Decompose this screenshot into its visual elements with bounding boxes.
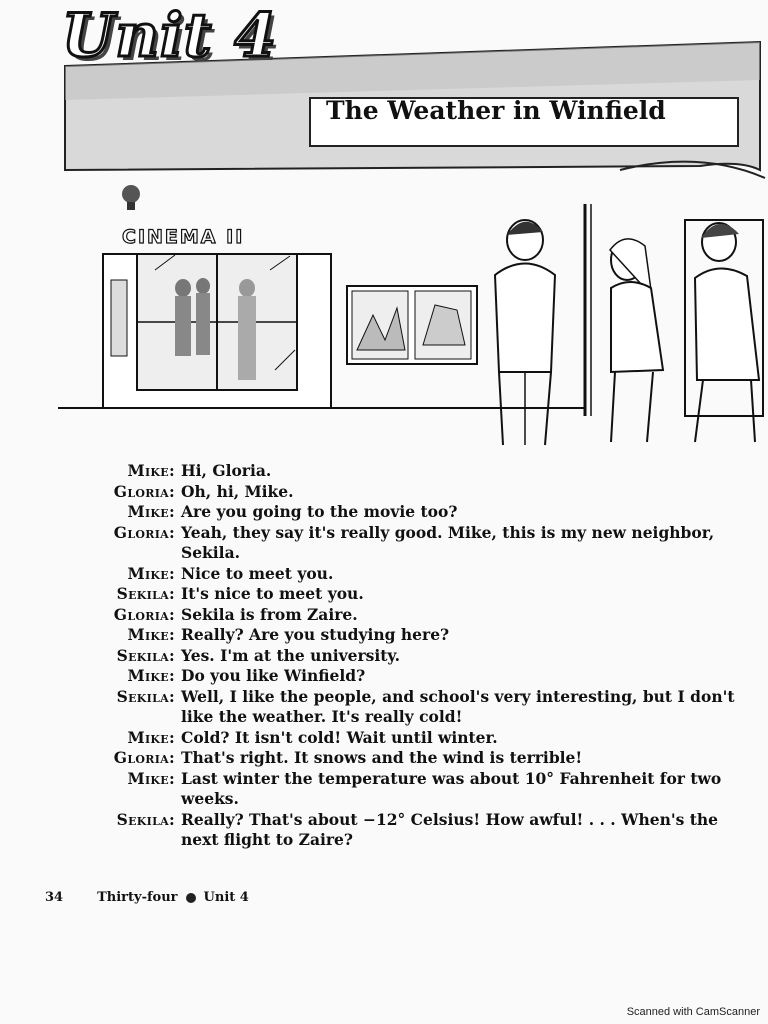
speech-text: Well, I like the people, and school's very interesting, but I don't like the weather. It's really cold!: [181, 686, 735, 726]
dialogue-line: [40, 482, 750, 503]
speaker-name: Mike:: [127, 461, 175, 480]
scanner-watermark: Scanned with CamScanner: [626, 1006, 760, 1018]
speaker-name: Mike:: [127, 563, 175, 583]
page-number-words: Thirty-four: [97, 890, 178, 905]
speech-text: Last winter the temperature was about 10° Fahrenheit for two weeks.: [181, 768, 722, 808]
dialogue-line: [40, 523, 750, 564]
dialogue-line: [40, 605, 750, 626]
page-number: 34: [45, 890, 64, 905]
dialogue-line: [40, 625, 750, 646]
speech-text: Do you like Winfield?: [181, 666, 366, 685]
dialogue-line: [40, 502, 750, 523]
unit-title: Unit 4: [62, 1, 278, 71]
speaker-name: Mike:: [127, 625, 175, 644]
speech-text: Yes. I'm at the university.: [181, 645, 401, 665]
speech-text: It's nice to meet you.: [181, 584, 364, 603]
dialogue-line: [40, 646, 750, 667]
dialogue-line: [40, 728, 750, 749]
dialogue-line: [40, 461, 750, 482]
dialogue-line: [40, 748, 750, 769]
speaker-name: Gloria:: [113, 481, 175, 501]
speech-text: Really? That's about −12° Celsius! How awful! . . . When's the next flight to Zaire?: [181, 809, 719, 849]
speech-text: Sekila is from Zaire.: [181, 604, 358, 624]
page-footer: [45, 890, 249, 905]
speech-text: Oh, hi, Mike.: [181, 481, 294, 501]
bullet-icon: [186, 893, 196, 903]
speaker-name: Gloria:: [113, 748, 175, 767]
dialogue: [40, 461, 750, 851]
speech-text: Nice to meet you.: [181, 563, 334, 583]
dialogue-line: [40, 564, 750, 585]
speech-text: That's right. It snows and the wind is terrible!: [181, 748, 583, 767]
footer-unit: Unit 4: [203, 890, 249, 905]
speech-text: Cold? It isn't cold! Wait until winter.: [181, 727, 498, 747]
dialogue-line: [40, 687, 750, 728]
speaker-name: Sekila:: [116, 645, 175, 665]
dialogue-line: [40, 666, 750, 687]
speech-text: Hi, Gloria.: [181, 461, 272, 480]
dialogue-line: [40, 769, 750, 810]
lesson-title: The Weather in Winfield: [326, 96, 666, 125]
cinema-sign: CINEMA II: [122, 226, 245, 248]
dialogue-line: [40, 810, 750, 851]
speaker-name: Gloria:: [113, 522, 175, 542]
speech-text: Really? Are you studying here?: [181, 625, 450, 644]
speaker-name: Mike:: [127, 666, 175, 685]
speaker-name: Mike:: [127, 727, 175, 747]
speaker-name: Sekila:: [116, 584, 175, 603]
speaker-name: Sekila:: [116, 686, 175, 706]
cinema-scene-illustration: [55, 180, 765, 450]
speech-text: Are you going to the movie too?: [181, 502, 458, 521]
speaker-name: Sekila:: [116, 809, 175, 829]
speaker-name: Mike:: [127, 768, 175, 788]
speech-text: Yeah, they say it's really good. Mike, this is my new neighbor, Sekila.: [181, 522, 715, 562]
dialogue-line: [40, 584, 750, 605]
speaker-name: Gloria:: [113, 604, 175, 624]
speaker-name: Mike:: [127, 502, 175, 521]
